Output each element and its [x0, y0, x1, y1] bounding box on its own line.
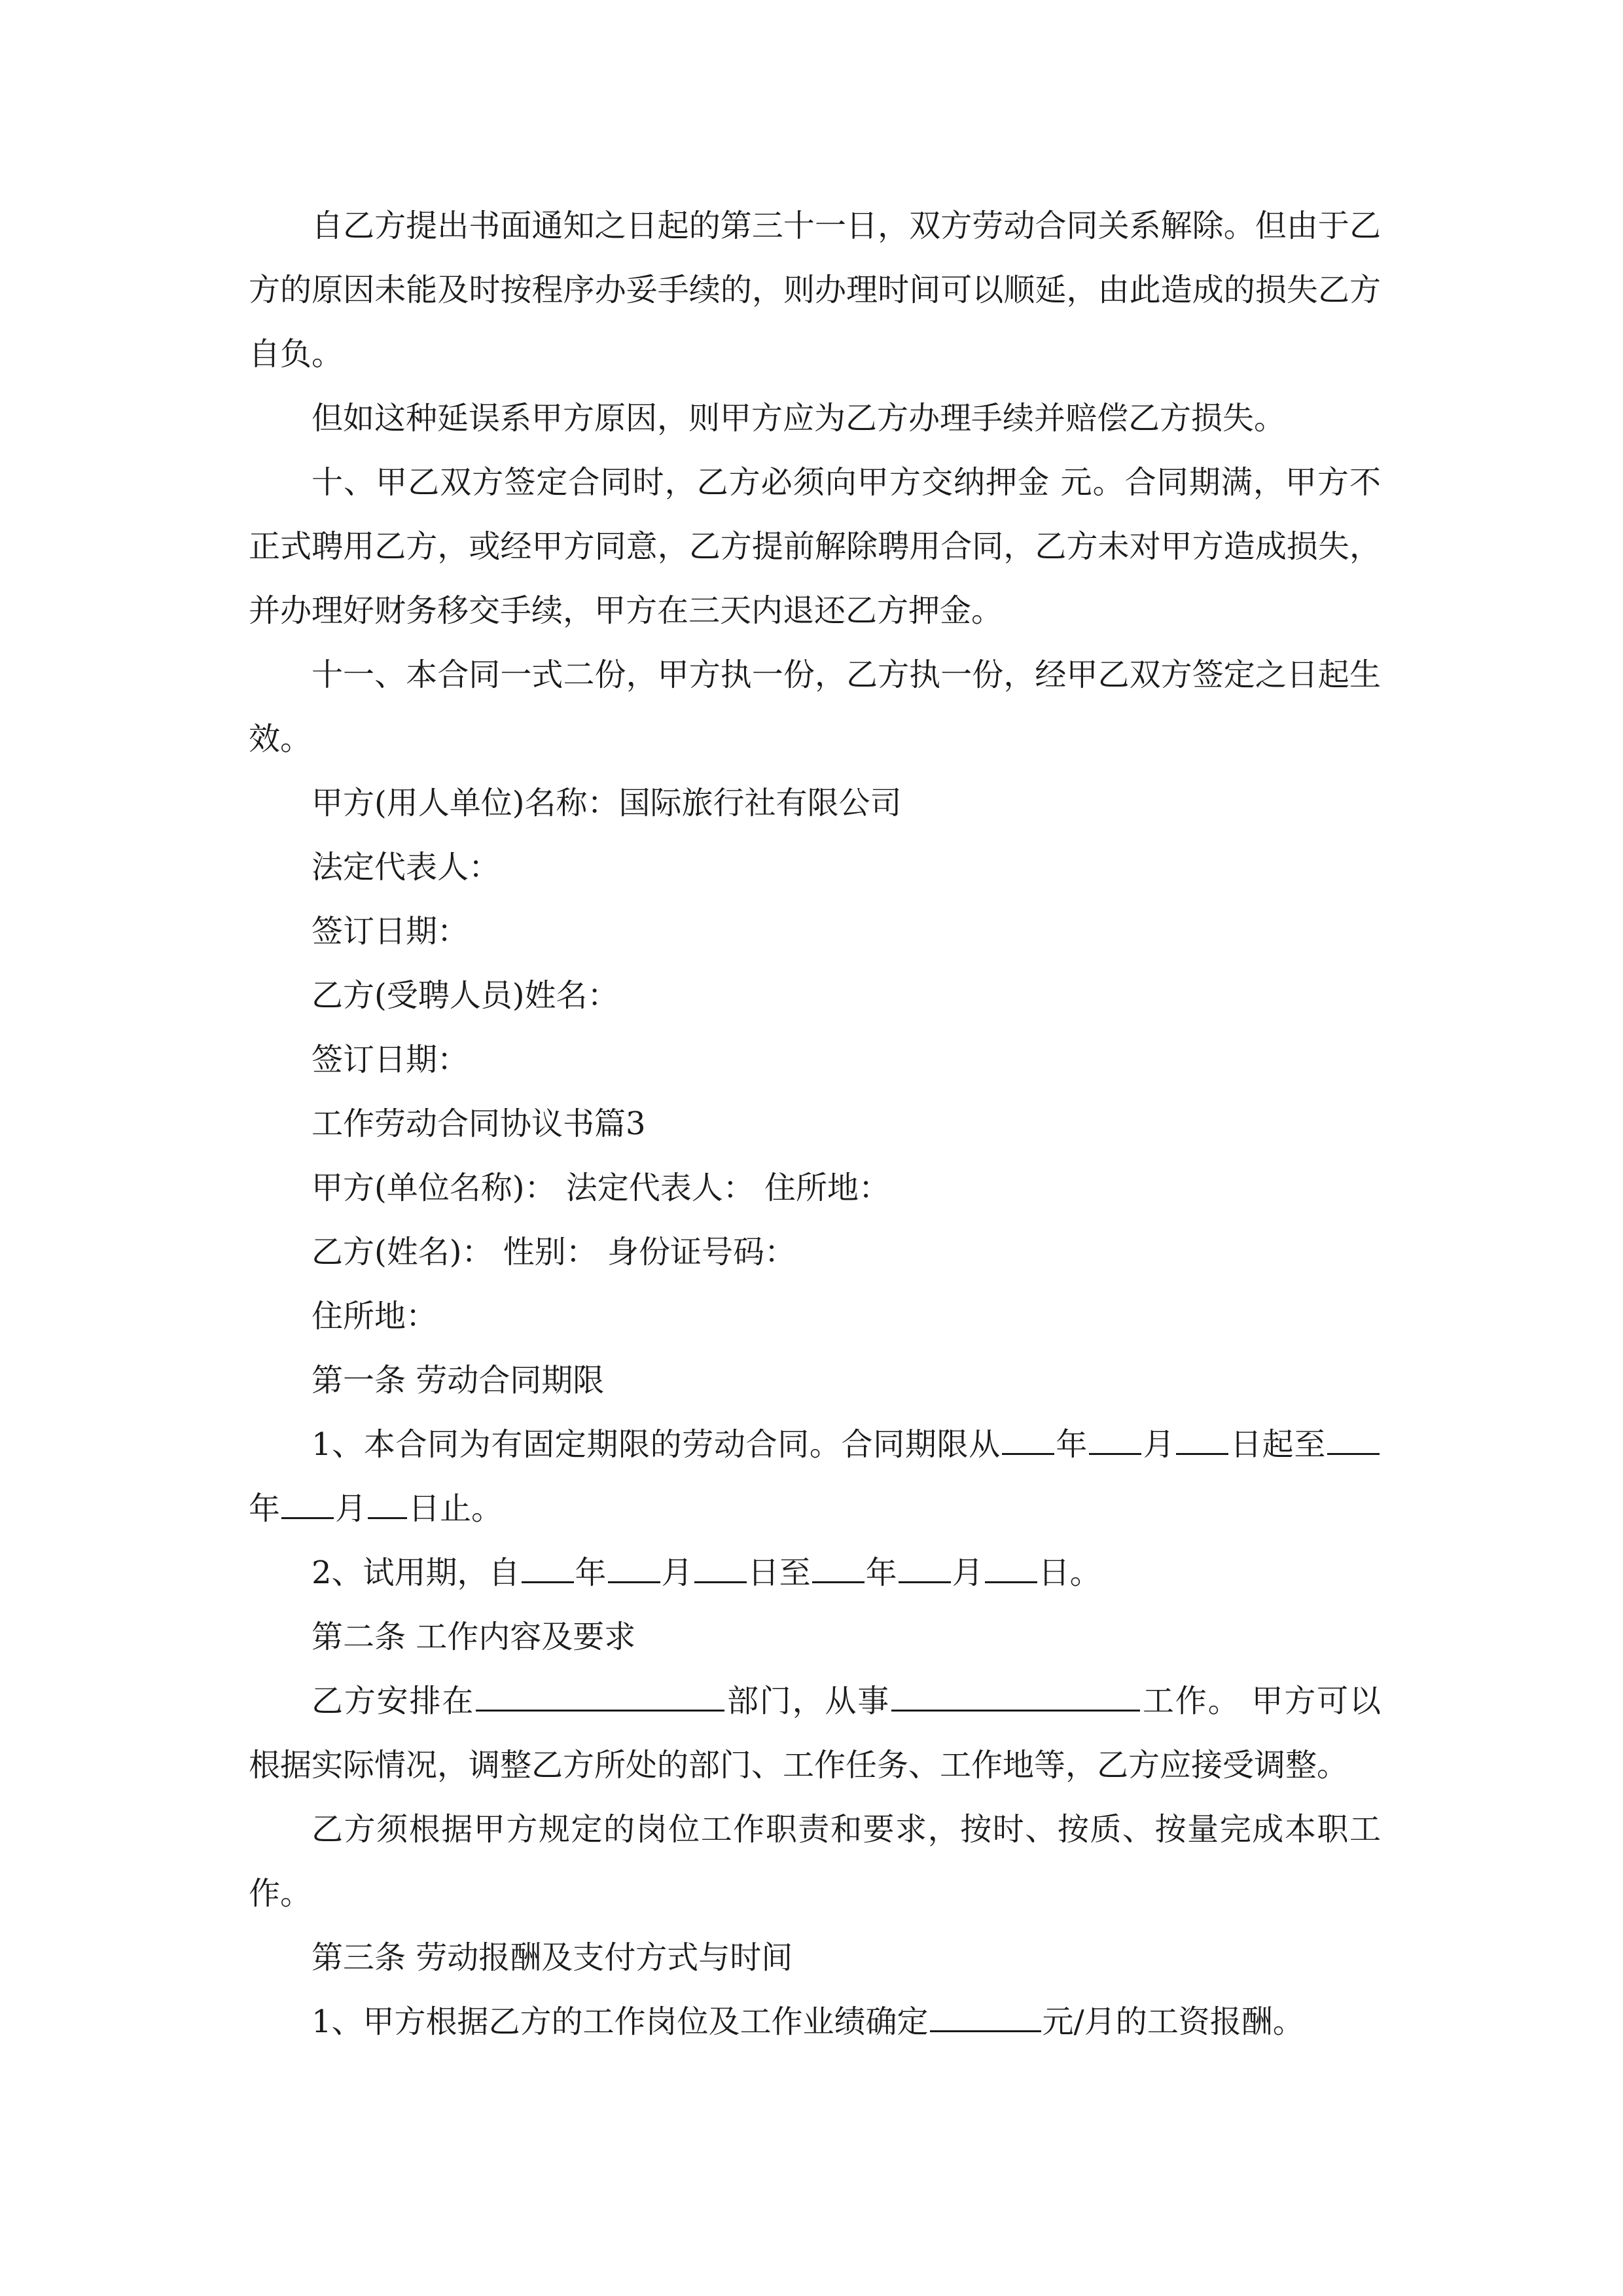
blank-field	[608, 1555, 660, 1583]
article-2-title: 第二条 工作内容及要求	[312, 1619, 636, 1655]
probation-year-1: 年	[575, 1554, 607, 1591]
article-3-title: 第三条 劳动报酬及支付方式与时间	[312, 1939, 793, 1976]
term-month-1: 月	[1143, 1426, 1175, 1463]
blank-field	[476, 1683, 724, 1712]
blank-field	[522, 1555, 574, 1583]
probation-day-1: 日至	[747, 1554, 811, 1591]
blank-field	[1176, 1427, 1228, 1455]
probation-clause	[249, 1541, 1381, 1605]
probation-month-2: 月	[952, 1554, 984, 1591]
probation-year-2: 年	[865, 1554, 897, 1591]
party-a-name-line: 甲方(用人单位)名称：国际旅行社有限公司	[312, 785, 902, 821]
duty-paragraph: 乙方须根据甲方规定的岗位工作职责和要求，按时、按质、按量完成本职工作。	[249, 1811, 1381, 1912]
term-day-1: 日起至	[1230, 1426, 1326, 1463]
work-clause	[249, 1669, 1381, 1797]
work-prefix: 乙方安排在	[312, 1683, 475, 1719]
blank-field	[694, 1555, 747, 1583]
paragraph-delay-compensation: 但如这种延误系甲方原因，则甲方应为乙方办理手续并赔偿乙方损失。	[312, 400, 1286, 437]
party-b-info-line: 乙方(姓名)： 性别： 身份证号码：	[312, 1234, 796, 1270]
document-body	[249, 194, 1381, 2054]
probation-end: 日。	[1038, 1554, 1101, 1591]
paragraph-clause-11-copies: 十一、本合同一式二份，甲方执一份，乙方执一份，经甲乙双方签定之日起生效。	[249, 656, 1381, 757]
party-b-name-line: 乙方(受聘人员)姓名：	[312, 977, 619, 1014]
work-rest: 工作。 甲方可以根据实际情况，调整乙方所处的部门、工作任务、工作地等，乙方应接受调整。	[249, 1683, 1381, 1784]
probation-prefix: 2、试用期，自	[312, 1554, 520, 1591]
blank-field	[899, 1555, 951, 1583]
blank-field	[985, 1555, 1037, 1583]
blank-field	[368, 1491, 407, 1519]
pay-prefix: 1、甲方根据乙方的工作岗位及工作业绩确定	[312, 2003, 929, 2040]
term-end: 日止。	[408, 1490, 503, 1527]
paragraph-clause-10-deposit: 十、甲乙双方签定合同时，乙方必须向甲方交纳押金 元。合同期满，甲方不正式聘用乙方，或经甲方同意，乙方提前解除聘用合同，乙方未对甲方造成损失，并办理好财务移交手续，甲方在三天内退还乙方押金。	[249, 464, 1381, 629]
term-year-2: 年	[249, 1490, 281, 1527]
signing-date-line-a: 签订日期：	[312, 913, 469, 950]
term-clause-prefix: 1、本合同为有固定期限的劳动合同。合同期限从	[312, 1426, 1001, 1463]
article-1-title: 第一条 劳动合同期限	[312, 1362, 605, 1399]
section-heading-contract-3: 工作劳动合同协议书篇3	[312, 1105, 646, 1142]
blank-field	[281, 1491, 334, 1519]
work-dept: 部门，从事	[726, 1683, 891, 1719]
blank-field	[1327, 1427, 1380, 1455]
pay-suffix: 元/月的工资报酬。	[1042, 2003, 1304, 2040]
paragraph-termination-date: 自乙方提出书面通知之日起的第三十一日，双方劳动合同关系解除。但由于乙方的原因未能及时按程序办妥手续的，则办理时间可以顺延，由此造成的损失乙方自负。	[249, 207, 1381, 372]
party-a-info-line: 甲方(单位名称)： 法定代表人： 住所地：	[312, 1170, 890, 1206]
blank-field	[812, 1555, 865, 1583]
term-month-2: 月	[335, 1490, 367, 1527]
blank-field	[891, 1683, 1140, 1712]
legal-representative-line: 法定代表人：	[312, 849, 501, 886]
address-line: 住所地：	[312, 1298, 438, 1335]
pay-clause	[249, 1990, 1381, 2054]
term-clause	[249, 1412, 1381, 1541]
blank-field	[930, 2004, 1041, 2032]
probation-month-1: 月	[661, 1554, 693, 1591]
blank-field	[1089, 1427, 1141, 1455]
term-year-1: 年	[1055, 1426, 1088, 1463]
signing-date-line-b: 签订日期：	[312, 1041, 469, 1078]
blank-field	[1002, 1427, 1054, 1455]
